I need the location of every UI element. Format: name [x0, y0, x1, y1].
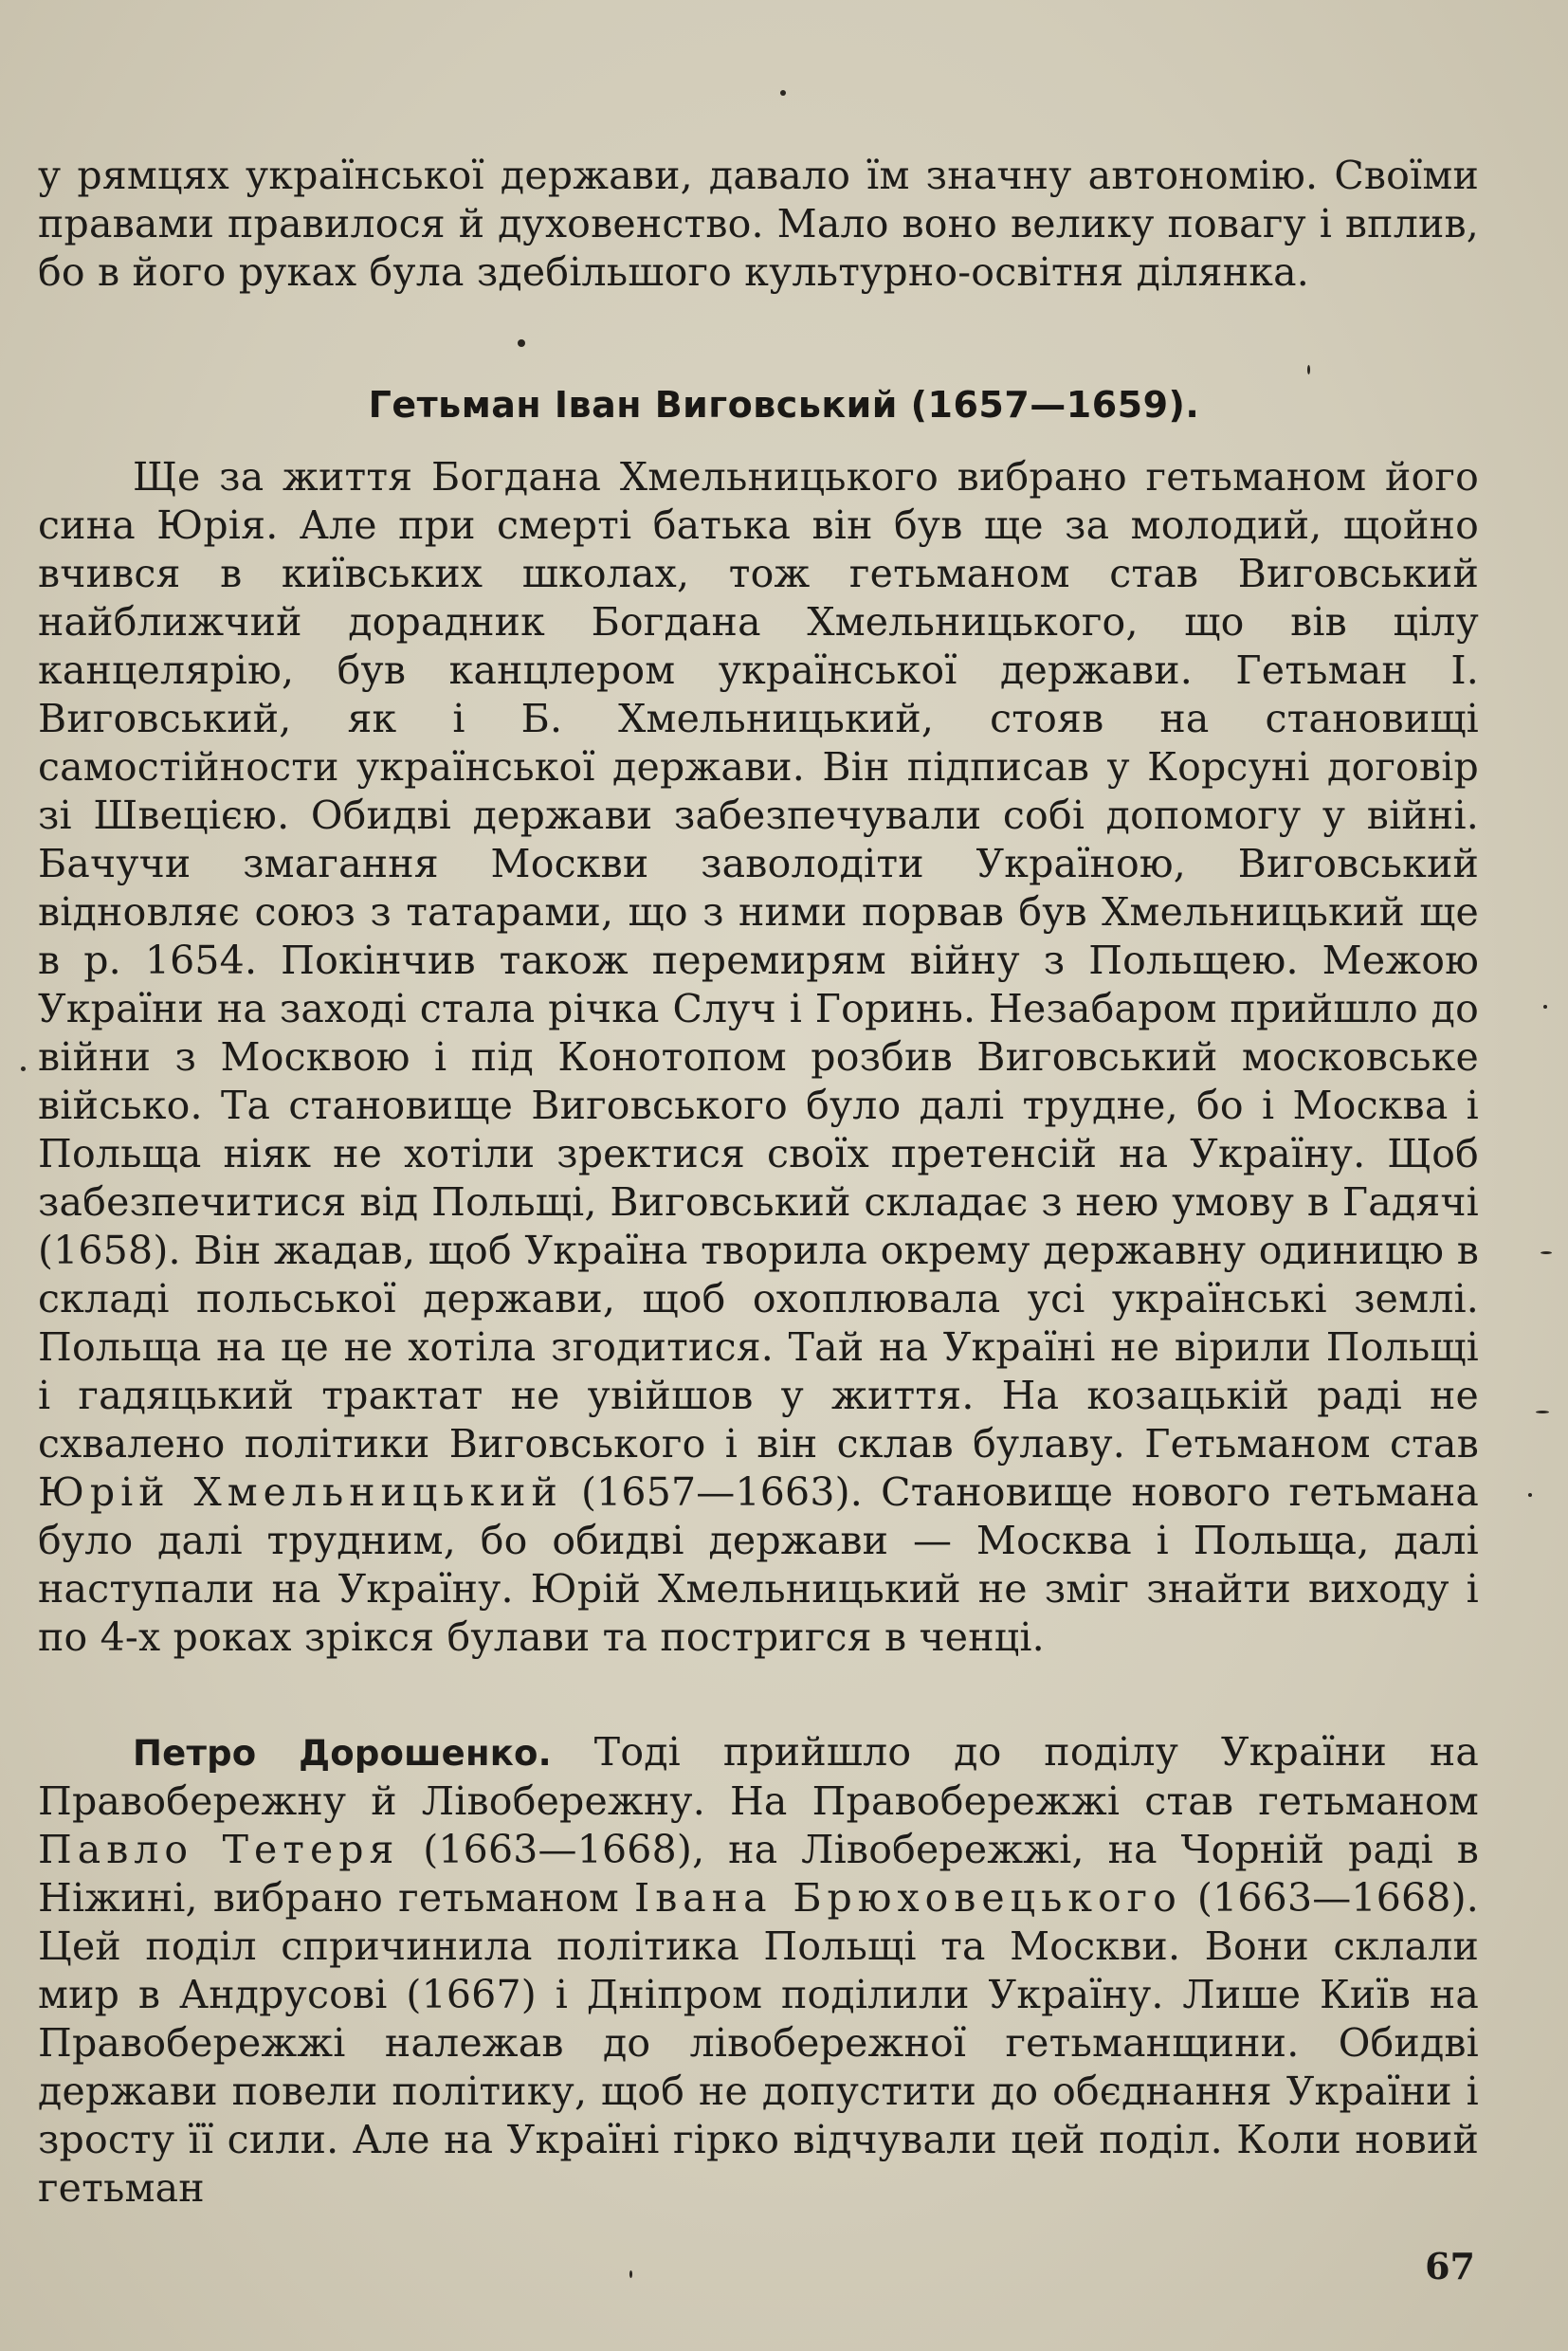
print-speck [1543, 1005, 1547, 1009]
print-speck [1307, 365, 1310, 374]
print-speck [1528, 1493, 1532, 1497]
section-heading: Гетьман Іван Виговський (1657—1659). [368, 384, 1200, 426]
name-yuriy-khmelnytsky: Юрій Хмельницький [38, 1469, 563, 1515]
runin-heading-doroshenko: Петро Дорошенко. [133, 1733, 552, 1774]
print-speck [21, 1066, 26, 1071]
print-speck [1536, 1411, 1549, 1413]
doroshenko-text-part-1: Тоді прийшло до поділу України на Правобережну й Лівобережну. На Правобережжі став гетьманом [38, 1729, 1480, 1824]
doroshenko-text-part-2: (1663—1668), на Лівобережжі, на Чорній раді в Ніжині, вибрано гетьманом [38, 1827, 1480, 1921]
vyhovsky-paragraph [38, 453, 1479, 1662]
vyhovsky-text-part-2: (1657—1663). Становище нового гетьмана було далі трудним, бо обидві держави — Москва і Польща, далі наступали на Україну. Юрій Хмельницький не зміг знайти виходу і по 4-х роках зрікся булави та постригся в ченці. [38, 1469, 1480, 1660]
name-pavlo-teterya: Павло Тетеря [38, 1827, 400, 1872]
doroshenko-text-part-3: (1663—1668). Цей поділ спричинила політика Польщі та Москви. Вони склали мир в Андрусові (1667) і Дніпром поділили Україну. Лише Київ на Правобережжі належав до лівобережної гетьманщини. Обидві держави повели політику, щоб не допустити до обєднання України і зросту її сили. Але на Україні гірко відчували цей поділ. Коли новий гетьман [38, 1875, 1479, 2211]
print-speck [1541, 1251, 1552, 1254]
print-speck [518, 339, 525, 347]
intro-paragraph: у рямцях української держави, давало їм значну автономію. Своїми правами правилося й духовенство. Мало воно велику повагу і вплив, бо в його руках була здебільшого культурно-освітня ділянка. [38, 153, 1479, 295]
name-ivan-bryukhovetsky: Івана Брюховецького [634, 1875, 1182, 1921]
print-speck [629, 2270, 632, 2278]
doroshenko-paragraph [38, 1728, 1479, 2213]
print-speck [780, 90, 786, 96]
page-number: 67 [1425, 2245, 1475, 2287]
vyhovsky-text-part-1: Ще за життя Богдана Хмельницького вибрано гетьманом його сина Юрія. Але при смерті батька він був ще за молодий, щойно вчився в київських школах, тож гетьманом став Виговський найближчий дорадник Богдана Хмельницького, що вів цілу канцелярію, був канцлером української держави. Гетьман І. Виговський, як і Б. Хмельницький, стояв на становищі самостійности української держави. Він підписав у Корсуні договір зі Швецією. Обидві держави забезпечували собі допомогу у війні. Бачучи змагання Москви заволодіти Україною, Виговський відновляє союз з татарами, що з ними порвав був Хмельницький ще в р. 1654. Покінчив також перемирям війну з Польщею. Межою України на заході стала річка Случ і Горинь. Незабаром прийшло до війни з Москвою і під Конотопом розбив Виговський московське військо. Та становище Виговського було далі трудне, бо і Москва і Польща ніяк не хотіли зректися своїх претенсій на Україну. Щоб забезпечитися від Польщі, Виговський складає з нею умову в Гадячі (1658). Він жадав, щоб Україна творила окрему державну одиницю в складі польської держави, щоб охоплювала усі українські землі. Польща на це не хотіла згодитися. Тай на Україні не вірили Польщі і гадяцький трактат не увійшов у життя. На козацькій раді не схвалено політики Виговського і він склав булаву. Гетьманом став [38, 454, 1479, 1467]
